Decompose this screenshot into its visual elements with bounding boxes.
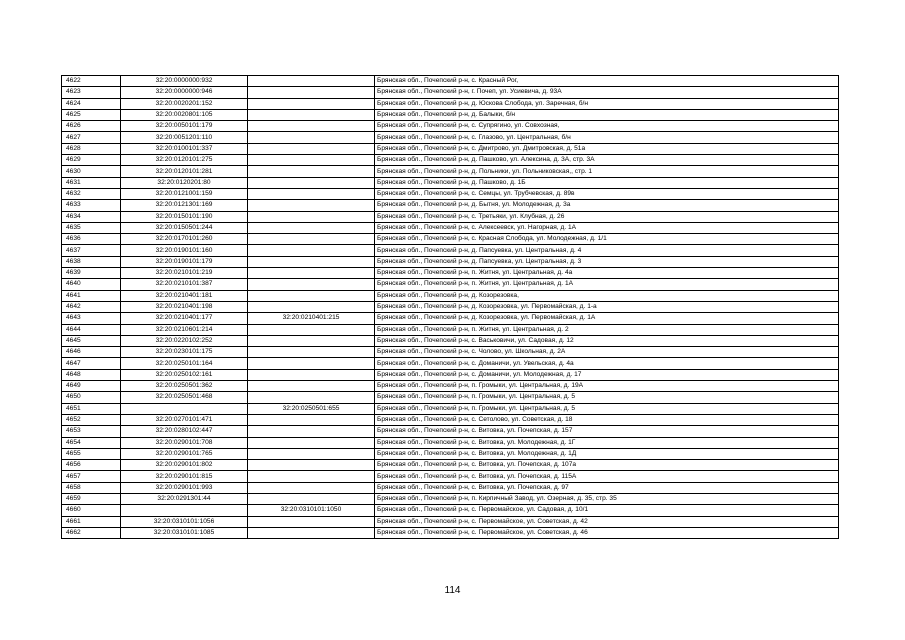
- address-cell: Брянская обл., Почепский р-н, с. Красная Слобода, ул. Молодежная, д. 1/1: [375, 234, 839, 245]
- row-number-cell: 4635: [62, 222, 121, 233]
- table-row: [62, 426, 839, 437]
- cadastral-number-cell: 32:20:0220102:252: [121, 335, 248, 346]
- cadastral-number-cell: 32:20:0270101:471: [121, 414, 248, 425]
- table-row: [62, 471, 839, 482]
- table-row: [62, 482, 839, 493]
- cadastral-number-cell: 32:20:0121301:169: [121, 200, 248, 211]
- table-row: [62, 76, 839, 87]
- table-row: [62, 505, 839, 516]
- row-number-cell: 4652: [62, 414, 121, 425]
- cadastral-number-cell: 32:20:0210401:177: [121, 313, 248, 324]
- cadastral-number-2-cell: [248, 143, 375, 154]
- table-row: [62, 177, 839, 188]
- row-number-cell: 4640: [62, 279, 121, 290]
- row-number-cell: 4660: [62, 505, 121, 516]
- address-cell: Брянская обл., Почепский р-н, д. Папсуевка, ул. Центральная, д. 4: [375, 245, 839, 256]
- address-cell: Брянская обл., Почепский р-н, с. Витовка, ул. Почепская, д. 107а: [375, 460, 839, 471]
- page-number: 114: [444, 585, 461, 596]
- row-number-cell: 4662: [62, 527, 121, 538]
- cadastral-number-cell: 32:20:0190101:160: [121, 245, 248, 256]
- address-cell: Брянская обл., Почепский р-н, с. Первомайское, ул. Советская, д. 46: [375, 527, 839, 538]
- address-cell: Брянская обл., Почепский р-н, с. Доманичи, ул. Молодежная, д. 17: [375, 369, 839, 380]
- row-number-cell: 4629: [62, 155, 121, 166]
- cadastral-number-cell: 32:20:0000000:932: [121, 76, 248, 87]
- row-number-cell: 4651: [62, 403, 121, 414]
- cadastral-number-cell: 32:20:0290101:815: [121, 471, 248, 482]
- table-row: [62, 109, 839, 120]
- cadastral-number-cell: 32:20:0291301:44: [121, 493, 248, 504]
- row-number-cell: 4630: [62, 166, 121, 177]
- cadastral-number-2-cell: [248, 121, 375, 132]
- table-row: [62, 132, 839, 143]
- registry-table: [61, 75, 839, 539]
- cadastral-number-cell: 32:20:0290101:708: [121, 437, 248, 448]
- address-cell: Брянская обл., Почепский р-н, с. Сетолово, ул. Советская, д. 18: [375, 414, 839, 425]
- table-row: [62, 87, 839, 98]
- address-cell: Брянская обл., Почепский р-н, д. Козорезовка,: [375, 290, 839, 301]
- cadastral-number-cell: 32:20:0210101:219: [121, 268, 248, 279]
- address-cell: Брянская обл., Почепский р-н, с. Дмитрово, ул. Дмитровская, д. 51а: [375, 143, 839, 154]
- cadastral-number-cell: 32:20:0210101:387: [121, 279, 248, 290]
- cadastral-number-cell: 32:20:0230101:175: [121, 347, 248, 358]
- cadastral-number-cell: 32:20:0120201:80: [121, 177, 248, 188]
- address-cell: Брянская обл., Почепский р-н, с. Витовка, ул. Почепская, д. 115А: [375, 471, 839, 482]
- row-number-cell: 4645: [62, 335, 121, 346]
- cadastral-number-2-cell: [248, 177, 375, 188]
- cadastral-number-cell: 32:20:0310101:1085: [121, 527, 248, 538]
- table-row: [62, 460, 839, 471]
- row-number-cell: 4655: [62, 448, 121, 459]
- row-number-cell: 4627: [62, 132, 121, 143]
- row-number-cell: 4646: [62, 347, 121, 358]
- cadastral-number-cell: 32:20:0250101:164: [121, 358, 248, 369]
- cadastral-number-2-cell: [248, 290, 375, 301]
- row-number-cell: 4626: [62, 121, 121, 132]
- cadastral-number-2-cell: 32:20:0310101:1050: [248, 505, 375, 516]
- address-cell: Брянская обл., Почепский р-н, с. Алексеевск, ул. Нагорная, д. 1А: [375, 222, 839, 233]
- row-number-cell: 4659: [62, 493, 121, 504]
- cadastral-number-2-cell: [248, 188, 375, 199]
- table-row: [62, 211, 839, 222]
- cadastral-number-cell: 32:20:0051201:110: [121, 132, 248, 143]
- row-number-cell: 4624: [62, 98, 121, 109]
- row-number-cell: 4649: [62, 381, 121, 392]
- address-cell: Брянская обл., Почепский р-н, д. Козорезовка, ул. Первомайская, д. 1А: [375, 313, 839, 324]
- cadastral-number-2-cell: [248, 222, 375, 233]
- cadastral-number-cell: 32:20:0290101:802: [121, 460, 248, 471]
- cadastral-number-cell: 32:20:0170101:260: [121, 234, 248, 245]
- table-row: [62, 414, 839, 425]
- address-cell: Брянская обл., Почепский р-н, п. Кирпичный Завод, ул. Озерная, д. 35, стр. 35: [375, 493, 839, 504]
- row-number-cell: 4644: [62, 324, 121, 335]
- cadastral-number-2-cell: [248, 256, 375, 267]
- table-row: [62, 234, 839, 245]
- cadastral-number-cell: 32:20:0290101:765: [121, 448, 248, 459]
- row-number-cell: 4636: [62, 234, 121, 245]
- address-cell: Брянская обл., Почепский р-н, д. Папсуевка, ул. Центральная, д. 3: [375, 256, 839, 267]
- table-row: [62, 358, 839, 369]
- row-number-cell: 4643: [62, 313, 121, 324]
- address-cell: Брянская обл., Почепский р-н, д. Пашково, д. 1Б: [375, 177, 839, 188]
- row-number-cell: 4637: [62, 245, 121, 256]
- cadastral-number-2-cell: [248, 211, 375, 222]
- row-number-cell: 4638: [62, 256, 121, 267]
- address-cell: Брянская обл., Почепский р-н, д. Бытня, ул. Молодежная, д. 3а: [375, 200, 839, 211]
- address-cell: Брянская обл., Почепский р-н, с. Витовка, ул. Молодежная, д. 1Д: [375, 448, 839, 459]
- cadastral-number-2-cell: [248, 245, 375, 256]
- address-cell: Брянская обл., Почепский р-н, с. Первомайское, ул. Садовая, д. 10/1: [375, 505, 839, 516]
- cadastral-number-2-cell: [248, 516, 375, 527]
- table-row: [62, 143, 839, 154]
- cadastral-number-cell: 32:20:0120101:275: [121, 155, 248, 166]
- cadastral-number-2-cell: [248, 324, 375, 335]
- address-cell: Брянская обл., Почепский р-н, с. Глазово, ул. Центральная, б/н: [375, 132, 839, 143]
- address-cell: Брянская обл., Почепский р-н, д. Козорезовка, ул. Первомайская, д. 1-а: [375, 301, 839, 312]
- cadastral-number-cell: 32:20:0121001:159: [121, 188, 248, 199]
- cadastral-number-2-cell: [248, 166, 375, 177]
- table-row: [62, 448, 839, 459]
- cadastral-number-2-cell: 32:20:0210401:215: [248, 313, 375, 324]
- cadastral-number-cell: 32:20:0150501:244: [121, 222, 248, 233]
- table-row: [62, 437, 839, 448]
- row-number-cell: 4634: [62, 211, 121, 222]
- cadastral-number-2-cell: [248, 448, 375, 459]
- table-row: [62, 200, 839, 211]
- table-row: [62, 279, 839, 290]
- cadastral-number-cell: 32:20:0250501:362: [121, 381, 248, 392]
- row-number-cell: 4633: [62, 200, 121, 211]
- table-row: [62, 188, 839, 199]
- cadastral-number-cell: 32:20:0100101:337: [121, 143, 248, 154]
- cadastral-number-2-cell: [248, 369, 375, 380]
- row-number-cell: 4658: [62, 482, 121, 493]
- address-cell: Брянская обл., Почепский р-н, с. Чолово, ул. Школьная, д. 2А: [375, 347, 839, 358]
- table-row: [62, 268, 839, 279]
- row-number-cell: 4653: [62, 426, 121, 437]
- cadastral-number-cell: 32:20:0190101:179: [121, 256, 248, 267]
- cadastral-number-2-cell: [248, 358, 375, 369]
- address-cell: Брянская обл., Почепский р-н, п. Громыки, ул. Центральная, д. 19А: [375, 381, 839, 392]
- address-cell: Брянская обл., Почепский р-н, с. Витовка, ул. Почепская, д. 157: [375, 426, 839, 437]
- cadastral-number-cell: 32:20:0290101:993: [121, 482, 248, 493]
- row-number-cell: 4639: [62, 268, 121, 279]
- row-number-cell: 4661: [62, 516, 121, 527]
- cadastral-number-2-cell: [248, 234, 375, 245]
- table-row: [62, 98, 839, 109]
- cadastral-number-2-cell: [248, 155, 375, 166]
- cadastral-number-2-cell: [248, 109, 375, 120]
- cadastral-number-2-cell: [248, 132, 375, 143]
- table-row: [62, 222, 839, 233]
- cadastral-number-2-cell: [248, 268, 375, 279]
- cadastral-number-cell: [121, 505, 248, 516]
- registry-table-body: [62, 76, 839, 539]
- address-cell: Брянская обл., Почепский р-н, с. Первомайское, ул. Советская, д. 42: [375, 516, 839, 527]
- address-cell: Брянская обл., Почепский р-н, с. Витовка, ул. Молодежная, д. 1Г: [375, 437, 839, 448]
- table-row: [62, 313, 839, 324]
- row-number-cell: 4648: [62, 369, 121, 380]
- row-number-cell: 4623: [62, 87, 121, 98]
- table-row: [62, 245, 839, 256]
- cadastral-number-cell: 32:20:0210601:214: [121, 324, 248, 335]
- table-row: [62, 493, 839, 504]
- row-number-cell: 4657: [62, 471, 121, 482]
- cadastral-number-cell: 32:20:0280102:447: [121, 426, 248, 437]
- address-cell: Брянская обл., Почепский р-н, с. Семцы, ул. Трубчевская, д. 89в: [375, 188, 839, 199]
- table-row: [62, 256, 839, 267]
- cadastral-number-2-cell: [248, 426, 375, 437]
- cadastral-number-cell: [121, 403, 248, 414]
- cadastral-number-2-cell: [248, 87, 375, 98]
- cadastral-number-2-cell: [248, 471, 375, 482]
- table-row: [62, 155, 839, 166]
- cadastral-number-cell: 32:20:0250501:468: [121, 392, 248, 403]
- table-row: [62, 381, 839, 392]
- address-cell: Брянская обл., Почепский р-н, п. Житня, ул. Центральная, д. 4а: [375, 268, 839, 279]
- row-number-cell: 4625: [62, 109, 121, 120]
- address-cell: Брянская обл., Почепский р-н, п. Житня, ул. Центральная, д. 2: [375, 324, 839, 335]
- table-row: [62, 335, 839, 346]
- cadastral-number-2-cell: [248, 460, 375, 471]
- address-cell: Брянская обл., Почепский р-н, п. Громыки, ул. Центральная, д. 5: [375, 392, 839, 403]
- address-cell: Брянская обл., Почепский р-н, г. Почеп, ул. Усиевича, д. 93А: [375, 87, 839, 98]
- address-cell: Брянская обл., Почепский р-н, п. Житня, ул. Центральная, д. 1А: [375, 279, 839, 290]
- cadastral-number-2-cell: [248, 76, 375, 87]
- cadastral-number-2-cell: [248, 279, 375, 290]
- cadastral-number-2-cell: [248, 200, 375, 211]
- cadastral-number-cell: 32:20:0020201:152: [121, 98, 248, 109]
- cadastral-number-2-cell: [248, 347, 375, 358]
- table-row: [62, 369, 839, 380]
- table-row: [62, 403, 839, 414]
- table-row: [62, 121, 839, 132]
- cadastral-number-2-cell: [248, 414, 375, 425]
- table-row: [62, 527, 839, 538]
- cadastral-number-2-cell: [248, 392, 375, 403]
- address-cell: Брянская обл., Почепский р-н, с. Супрягино, ул. Совхозная,: [375, 121, 839, 132]
- address-cell: Брянская обл., Почепский р-н, с. Васьковичи, ул. Садовая, д. 12: [375, 335, 839, 346]
- address-cell: Брянская обл., Почепский р-н, д. Пашково, ул. Алексина, д. 3А, стр. 3А: [375, 155, 839, 166]
- cadastral-number-cell: 32:20:0250102:161: [121, 369, 248, 380]
- table-row: [62, 290, 839, 301]
- row-number-cell: 4641: [62, 290, 121, 301]
- table-row: [62, 301, 839, 312]
- cadastral-number-2-cell: [248, 301, 375, 312]
- cadastral-number-cell: 32:20:0210401:198: [121, 301, 248, 312]
- address-cell: Брянская обл., Почепский р-н, д. Балыки, б/н: [375, 109, 839, 120]
- table-row: [62, 347, 839, 358]
- table-row: [62, 392, 839, 403]
- table-row: [62, 324, 839, 335]
- cadastral-number-cell: 32:20:0000000:946: [121, 87, 248, 98]
- cadastral-number-2-cell: [248, 482, 375, 493]
- row-number-cell: 4647: [62, 358, 121, 369]
- row-number-cell: 4628: [62, 143, 121, 154]
- cadastral-number-2-cell: [248, 381, 375, 392]
- row-number-cell: 4654: [62, 437, 121, 448]
- cadastral-number-cell: 32:20:0050101:179: [121, 121, 248, 132]
- cadastral-number-cell: 32:20:0210401:181: [121, 290, 248, 301]
- cadastral-number-cell: 32:20:0150101:190: [121, 211, 248, 222]
- cadastral-number-cell: 32:20:0020801:105: [121, 109, 248, 120]
- address-cell: Брянская обл., Почепский р-н, д. Юскова Слобода, ул. Заречная, б/н: [375, 98, 839, 109]
- cadastral-number-2-cell: [248, 437, 375, 448]
- table-row: [62, 166, 839, 177]
- table-row: [62, 516, 839, 527]
- address-cell: Брянская обл., Почепский р-н, с. Третьяки, ул. Клубная, д. 26: [375, 211, 839, 222]
- cadastral-number-2-cell: [248, 98, 375, 109]
- cadastral-number-2-cell: 32:20:0250501:655: [248, 403, 375, 414]
- address-cell: Брянская обл., Почепский р-н, п. Громыки, ул. Центральная, д. 5: [375, 403, 839, 414]
- row-number-cell: 4650: [62, 392, 121, 403]
- row-number-cell: 4656: [62, 460, 121, 471]
- address-cell: Брянская обл., Почепский р-н, д. Польники, ул. Польниковская,, стр. 1: [375, 166, 839, 177]
- row-number-cell: 4642: [62, 301, 121, 312]
- row-number-cell: 4631: [62, 177, 121, 188]
- row-number-cell: 4622: [62, 76, 121, 87]
- cadastral-number-2-cell: [248, 527, 375, 538]
- cadastral-number-cell: 32:20:0120101:281: [121, 166, 248, 177]
- cadastral-number-2-cell: [248, 335, 375, 346]
- cadastral-number-cell: 32:20:0310101:1056: [121, 516, 248, 527]
- address-cell: Брянская обл., Почепский р-н, с. Красный Рог,: [375, 76, 839, 87]
- cadastral-number-2-cell: [248, 493, 375, 504]
- row-number-cell: 4632: [62, 188, 121, 199]
- address-cell: Брянская обл., Почепский р-н, с. Доманичи, ул. Увельская, д. 4а: [375, 358, 839, 369]
- address-cell: Брянская обл., Почепский р-н, с. Витовка, ул. Почепская, д. 97: [375, 482, 839, 493]
